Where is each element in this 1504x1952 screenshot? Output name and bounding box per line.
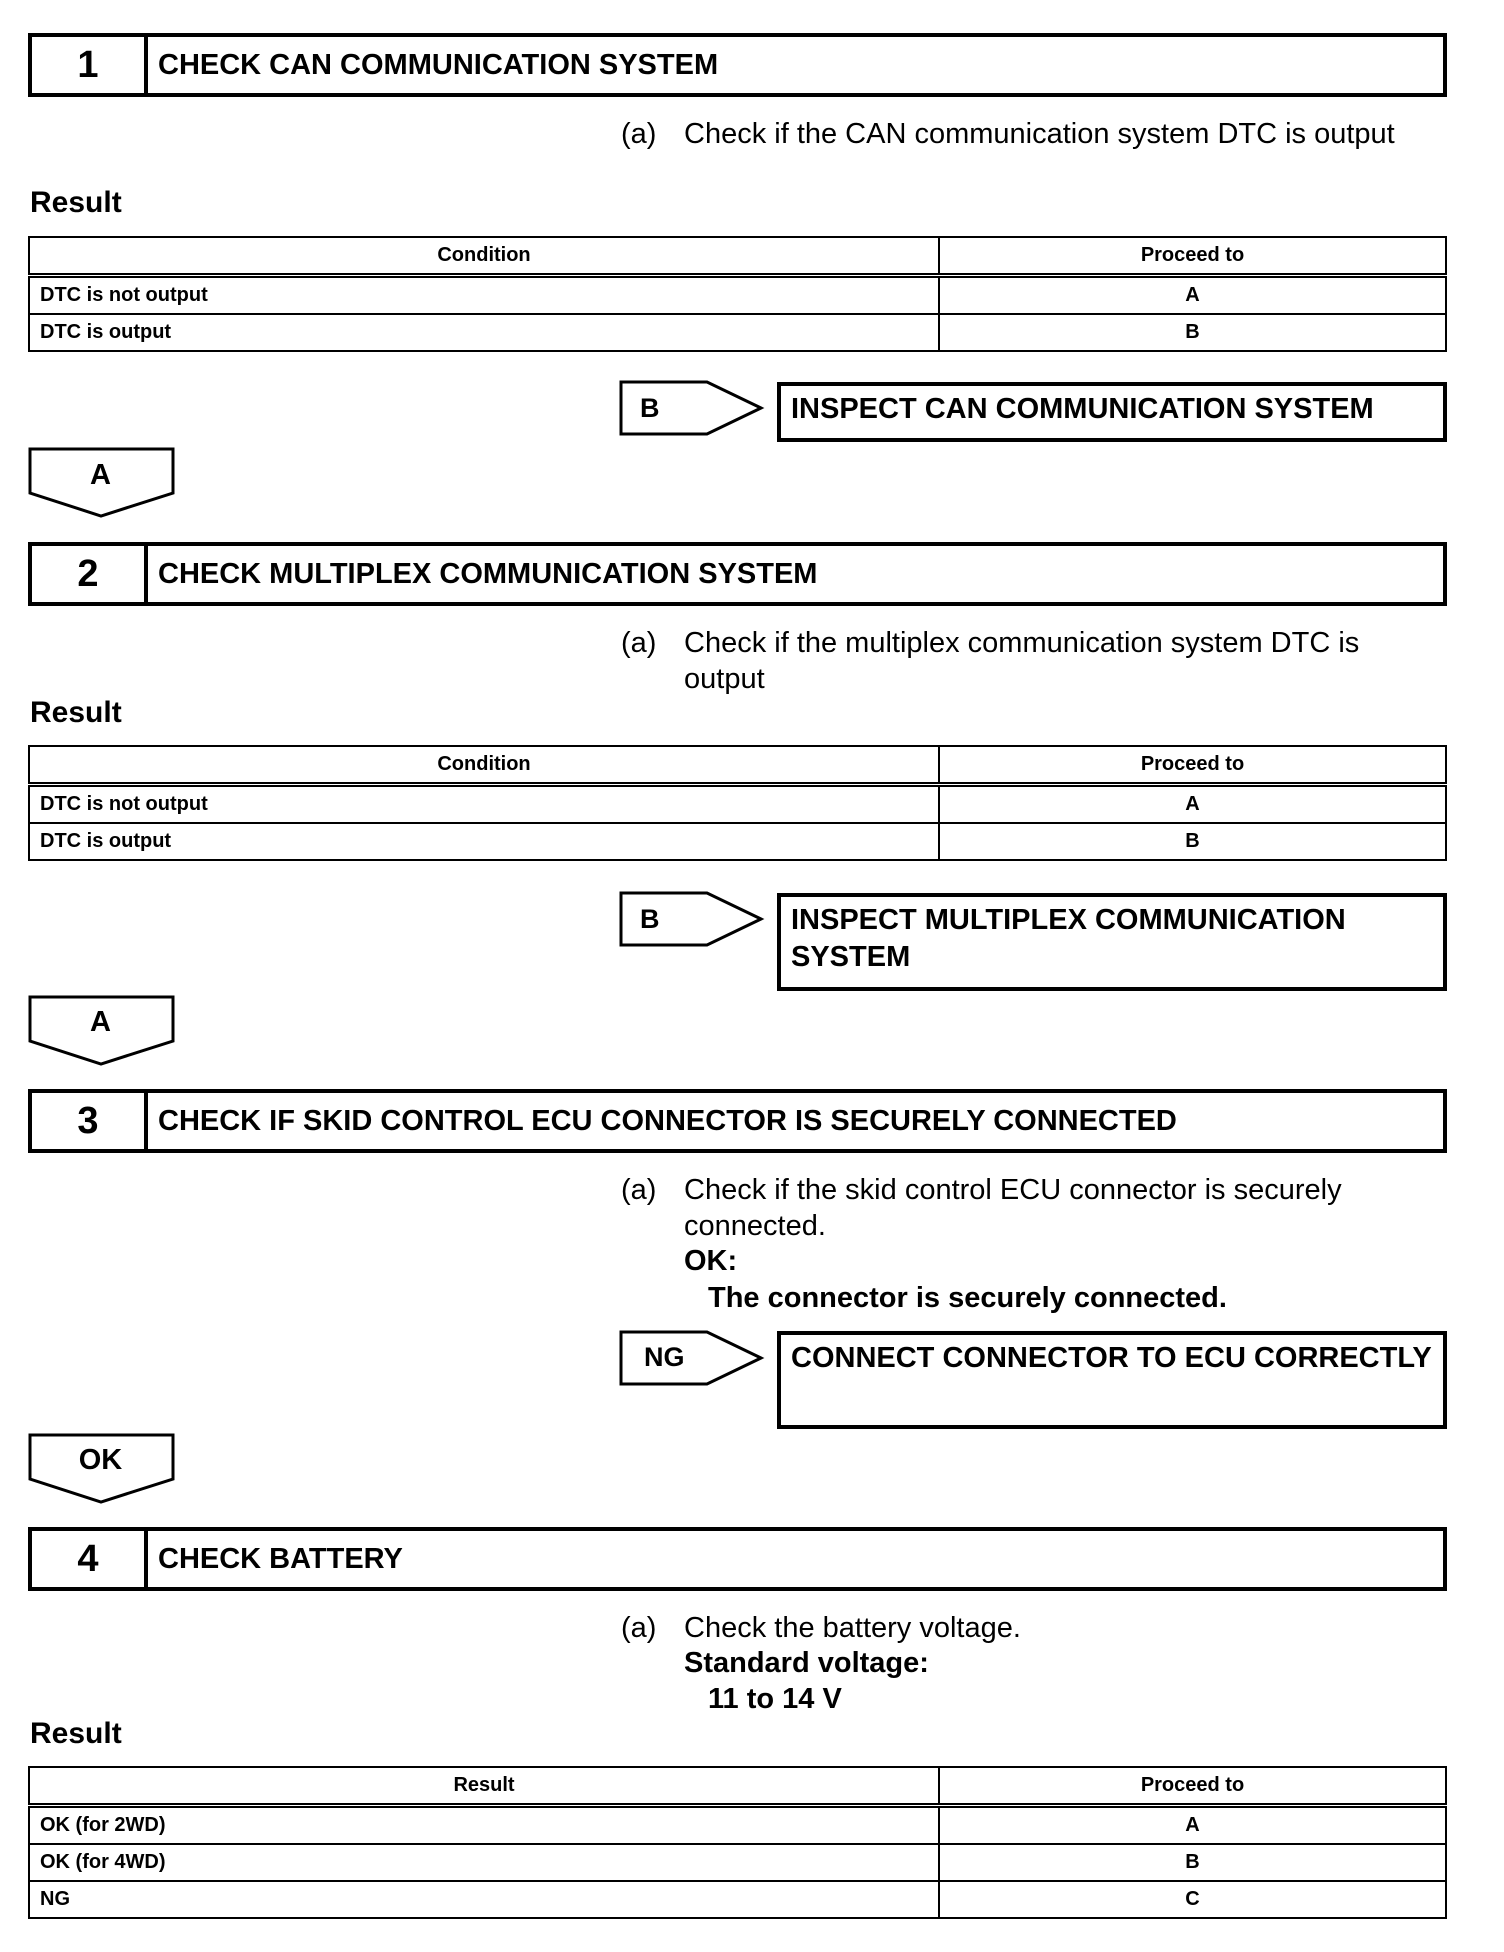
table-row <box>29 1881 1446 1918</box>
step-title: CHECK IF SKID CONTROL ECU CONNECTOR IS SECURELY CONNECTED <box>158 1104 1177 1137</box>
table-cell: DTC is not output <box>29 785 939 824</box>
table-row <box>29 276 1446 315</box>
branch-target-box: INSPECT MULTIPLEX COMMUNICATION SYSTEM <box>777 893 1447 991</box>
spec-label: Standard voltage: <box>684 1647 929 1679</box>
result-label: Result <box>30 696 122 729</box>
item-label: (a) <box>621 1612 657 1644</box>
column-header: Proceed to <box>939 237 1446 276</box>
item-label: (a) <box>621 627 657 659</box>
table-cell: A <box>939 276 1446 315</box>
table-header-row <box>29 1767 1446 1806</box>
down-arrow-label: OK <box>78 1444 123 1476</box>
branch-arrow <box>619 1330 769 1388</box>
step-title: CHECK MULTIPLEX COMMUNICATION SYSTEM <box>158 557 818 590</box>
table-cell: DTC is output <box>29 823 939 860</box>
step-4-header <box>28 1527 1447 1591</box>
table-cell: DTC is not output <box>29 276 939 315</box>
table-row <box>29 1806 1446 1845</box>
column-header: Condition <box>29 237 939 276</box>
step-1-header <box>28 33 1447 97</box>
down-arrow-label: A <box>90 459 111 491</box>
branch-label: NG <box>644 1342 685 1372</box>
table-header-row <box>29 746 1446 785</box>
item-label: (a) <box>621 1174 657 1206</box>
table-cell: B <box>939 314 1446 351</box>
table-row <box>29 823 1446 860</box>
spec-label: OK: <box>684 1245 738 1277</box>
step-number: 1 <box>32 37 148 93</box>
table-row <box>29 785 1446 824</box>
column-header: Proceed to <box>939 1767 1446 1806</box>
table-row <box>29 1844 1446 1881</box>
result-table-4 <box>28 1766 1447 1919</box>
table-cell: OK (for 2WD) <box>29 1806 939 1845</box>
step-2-header <box>28 542 1447 606</box>
step-title: CHECK CAN COMMUNICATION SYSTEM <box>158 48 719 81</box>
table-cell: B <box>939 823 1446 860</box>
step-3-header <box>28 1089 1447 1153</box>
step-number: 3 <box>32 1093 148 1149</box>
result-table-2 <box>28 745 1447 861</box>
table-header-row <box>29 237 1446 276</box>
column-header: Result <box>29 1767 939 1806</box>
spec-value: 11 to 14 V <box>708 1683 842 1715</box>
table-cell: NG <box>29 1881 939 1918</box>
branch-target-box: CONNECT CONNECTOR TO ECU CORRECTLY <box>777 1331 1447 1429</box>
spec-value: The connector is securely connected. <box>708 1282 1227 1314</box>
step-title: CHECK BATTERY <box>158 1542 403 1575</box>
result-label: Result <box>30 186 122 219</box>
result-label: Result <box>30 1717 122 1750</box>
step-number: 2 <box>32 546 148 602</box>
item-label: (a) <box>621 118 657 150</box>
result-table-1 <box>28 236 1447 352</box>
branch-target-box: INSPECT CAN COMMUNICATION SYSTEM <box>777 382 1447 442</box>
table-cell: B <box>939 1844 1446 1881</box>
table-cell: A <box>939 785 1446 824</box>
item-text: Check the battery voltage. <box>684 1612 1021 1644</box>
down-arrow-label: A <box>90 1006 111 1038</box>
item-text: Check if the multiplex communication system DTC is output <box>684 627 1360 695</box>
item-text: Check if the skid control ECU connector is securely connected. <box>684 1174 1342 1242</box>
branch-label: B <box>640 393 660 423</box>
table-row <box>29 314 1446 351</box>
branch-label: B <box>640 904 660 934</box>
step-number: 4 <box>32 1531 148 1587</box>
item-text: Check if the CAN communication system DTC is output <box>684 118 1395 150</box>
table-cell: DTC is output <box>29 314 939 351</box>
column-header: Condition <box>29 746 939 785</box>
column-header: Proceed to <box>939 746 1446 785</box>
table-cell: OK (for 4WD) <box>29 1844 939 1881</box>
table-cell: A <box>939 1806 1446 1845</box>
table-cell: C <box>939 1881 1446 1918</box>
